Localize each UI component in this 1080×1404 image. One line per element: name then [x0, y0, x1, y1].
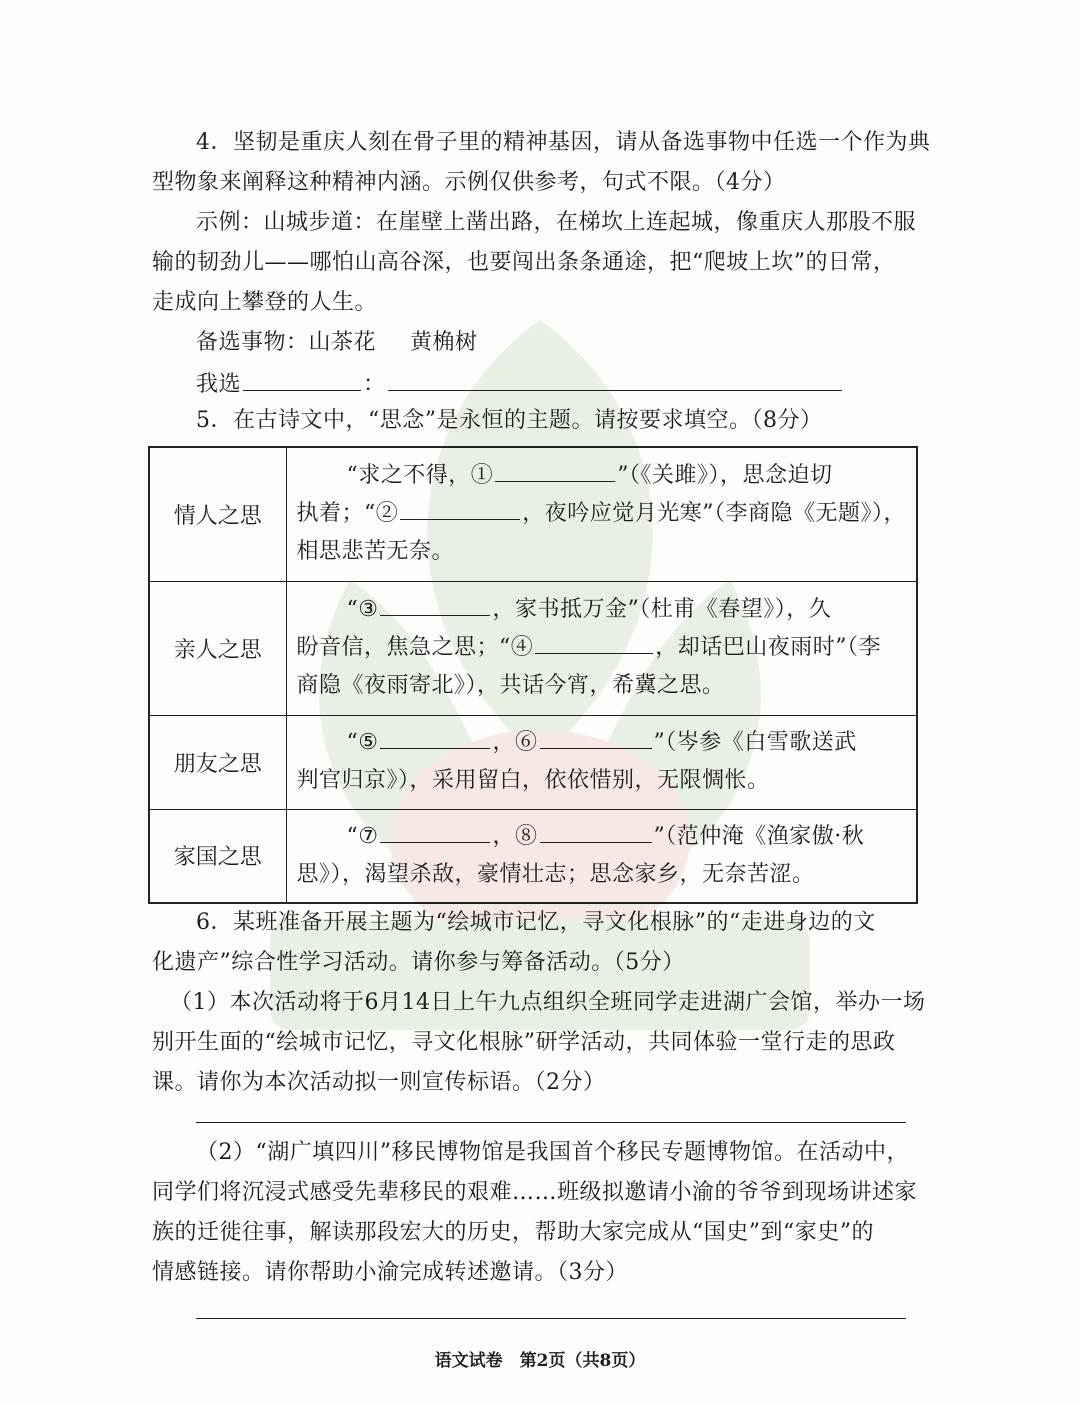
q4-example-line1: 示例：山城步道：在崖壁上凿出路，在梯坎上连起城，像重庆人那股不服: [196, 210, 917, 235]
table-row: 家国之思 “⑦ ，⑧ ”（范仲淹《渔家傲·秋 思》），渴望杀敌，豪情壮志；思念家乡，无奈苦涩。: [149, 809, 917, 903]
page-footer: 语文试卷 第2页（共8页）: [434, 1351, 646, 1371]
q4-example-line2: 输的韧劲儿——哪怕山高谷深，也要闯出条条通途，把“爬坡上坎”的日常，: [152, 250, 896, 275]
q4-example-line3: 走成向上攀登的人生。: [152, 290, 378, 315]
q5-stem: 5．在古诗文中，“思念”是永恒的主题。请按要求填空。（8分）: [196, 408, 823, 433]
q6-stem-line1: 6．某班准备开展主题为“绘城市记忆，寻文化根脉”的“走进身边的文: [196, 910, 876, 935]
row-category: 情人之思: [149, 447, 286, 581]
q6-part1-line3: 课。请你为本次活动拟一则宣传标语。（2分）: [152, 1070, 606, 1095]
q4-choice-blank[interactable]: [243, 368, 361, 391]
q4-stem-line2: 型物象来阐释这种精神内涵。示例仅供参考，句式不限。（4分）: [152, 170, 786, 195]
q4-options: [196, 328, 478, 358]
q6-stem-line2: 化遗产”综合性学习活动。请你参与筹备活动。（5分）: [152, 950, 685, 975]
q4-options-label: 备选事物：: [196, 330, 309, 355]
q5-poem-table: [148, 446, 918, 904]
blank-4[interactable]: [535, 631, 653, 654]
q6-part2-line2: 同学们将沉浸式感受先辈移民的艰难……班级拟邀请小渝的爷爷到现场讲述家: [152, 1180, 918, 1205]
q6-part1-line1: （1）本次活动将于6月14日上午九点组织全班同学走进湖广会馆，举办一场: [170, 990, 926, 1015]
row-category: 家国之思: [149, 809, 286, 903]
q6-part2-line3: 族的迁徙往事，解读那段宏大的历史，帮助大家完成从“国史”到“家史”的: [152, 1220, 874, 1245]
blank-5[interactable]: [380, 726, 490, 749]
q4-colon: ：: [363, 372, 386, 397]
q4-stem-line1: 4．坚韧是重庆人刻在骨子里的精神基因，请从备选事物中任选一个作为典: [196, 130, 931, 155]
blank-2[interactable]: [400, 497, 520, 520]
q4-choose-label: 我选: [196, 372, 242, 397]
q4-option-1: 山茶花: [308, 330, 377, 355]
blank-3[interactable]: [380, 593, 490, 616]
q4-option-2: 黄桷树: [410, 330, 478, 355]
table-row: 亲人之思 “③ ，家书抵万金”（杜甫《春望》），久 盼音信，焦急之思；“④ ，却话巴山夜雨时”（李 商隐《夜雨寄北》），共话今宵，希冀之思。: [149, 581, 917, 715]
blank-6[interactable]: [540, 726, 652, 749]
q6-part1-answer-line[interactable]: [196, 1122, 906, 1123]
q6-part2-answer-line[interactable]: [196, 1318, 906, 1319]
q6-part2-line4: 情感链接。请你帮助小渝完成转述邀请。（3分）: [152, 1260, 628, 1285]
q6-part1-line2: 别开生面的“绘城市记忆，寻文化根脉”研学活动，共同体验一堂行走的思政: [152, 1030, 896, 1055]
blank-8[interactable]: [540, 820, 652, 843]
q6-part2-line1: （2）“湖广填四川”移民博物馆是我国首个移民专题博物馆。在活动中，: [196, 1140, 909, 1165]
table-row: 朋友之思 “⑤ ，⑥ ”（岑参《白雪歌送武 判官归京》），采用留白，依依惜别，无限惆怅。: [149, 715, 917, 809]
q4-answer-blank[interactable]: [388, 368, 842, 391]
q4-answer-row: [196, 368, 844, 400]
blank-7[interactable]: [380, 820, 490, 843]
table-row: 情人之思 “求之不得，① ”（《关雎》），思念迫切 执着；“② ，夜吟应觉月光寒”（李商隐《无题》）， 相思悲苦无奈。: [149, 447, 917, 581]
row-category: 亲人之思: [149, 581, 286, 715]
blank-1[interactable]: [495, 459, 615, 482]
row-category: 朋友之思: [149, 715, 286, 809]
